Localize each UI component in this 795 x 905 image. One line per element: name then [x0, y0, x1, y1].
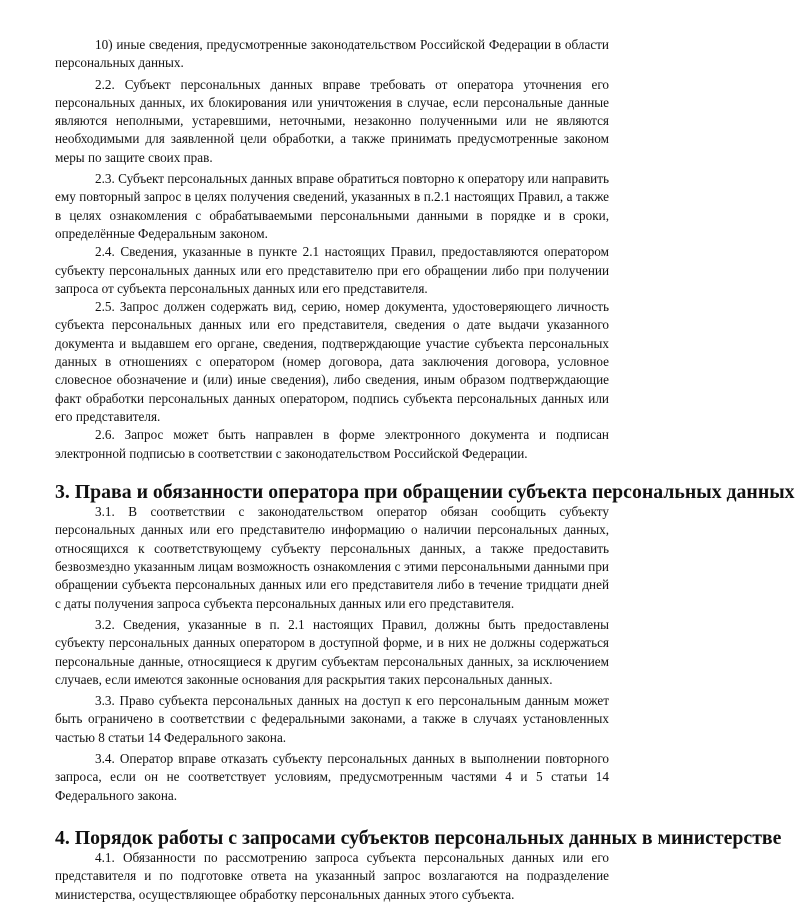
paragraph-2-4: 2.4. Сведения, указанные в пункте 2.1 настоящих Правил, предоставляются оператором субъекту персональных данных или его представителю при его обращении либо при получении запроса от субъекта персональных данных или его представителя.	[55, 244, 609, 296]
paragraph-2-1-10: 10) иные сведения, предусмотренные законодательством Российской Федерации в области персональных данных.	[55, 37, 609, 71]
paragraph-3-1: 3.1. В соответствии с законодательством оператор обязан сообщить субъекту персональных данных или его представителю информацию о наличии персональных данных, относящихся к соответствующему субъекту персональных данных, а также предоставить безвозмездно указанным лицам возможность ознакомления с этими персональными данными при обращении субъекта персональных данных или его представителя либо в течение тридцати дней с даты получения запроса субъекта персональных данных или его представителя.	[55, 504, 609, 611]
paragraph-2-6: 2.6. Запрос может быть направлен в форме электронного документа и подписан электронной подписью в соответствии с законодательством Российской Федерации.	[55, 427, 609, 461]
paragraph-2-5: 2.5. Запрос должен содержать вид, серию, номер документа, удостоверяющего личность субъекта персональных данных или его представителя, сведения о дате выдачи указанного документа и выдавшем его органе, сведения, подтверждающие участие субъекта персональных данных в отношениях с оператором (номер договора, дата заключения договора, условное словесное обозначение и (или) иные сведения), либо сведения, иным образом подтверждающие факт обработки персональных данных оператором, подпись субъекта персональных данных или его представителя.	[55, 299, 609, 424]
paragraph-3-2: 3.2. Сведения, указанные в п. 2.1 настоящих Правил, должны быть предоставлены субъекту персональных данных оператором в доступной форме, и в них не должны содержаться персональные данные, относящиеся к другим субъектам персональных данных, за исключением случаев, если имеются законные основания для раскрытия таких персональных данных.	[55, 616, 609, 687]
paragraph-3-3: 3.3. Право субъекта персональных данных на доступ к его персональным данным может быть ограничено в соответствии с федеральными законами, а также в случаях установленных частью 8 статьи 14 Федерального закона.	[55, 693, 609, 745]
paragraph-2-3: 2.3. Субъект персональных данных вправе обратиться повторно к оператору или направить ему повторный запрос в целях получения сведений, указанных в п.2.1 настоящих Правил, а также в целях ознакомления с обрабатываемыми персональными данными в порядке и в сроки, определённые Федеральным законом.	[55, 171, 609, 241]
paragraph-4-1: 4.1. Обязанности по рассмотрению запроса субъекта персональных данных или его представителя и по подготовке ответа на указанный запрос возлагаются на подразделение министерства, осуществляющее обработку персональных данных этого субъекта.	[55, 850, 609, 902]
paragraph-2-2: 2.2. Субъект персональных данных вправе требовать от оператора уточнения его персональных данных, их блокирования или уничтожения в случае, если персональные данные являются неполными, устаревшими, неточными, незаконно полученными или не являются необходимыми для заявленной цели обработки, а также принимать предусмотренные законом меры по защите своих прав.	[55, 76, 609, 165]
document-page	[55, 36, 795, 904]
section-4-heading: 4. Порядок работы с запросами субъектов персональных данных в министерстве	[55, 826, 782, 849]
paragraph-3-4: 3.4. Оператор вправе отказать субъекту персональных данных в выполнении повторного запроса, если он не соответствует условиям, предусмотренным частями 4 и 5 статьи 14 Федерального закона.	[55, 750, 609, 803]
section-3-heading: 3. Права и обязанности оператора при обращении субъекта персональных данных	[55, 480, 795, 503]
